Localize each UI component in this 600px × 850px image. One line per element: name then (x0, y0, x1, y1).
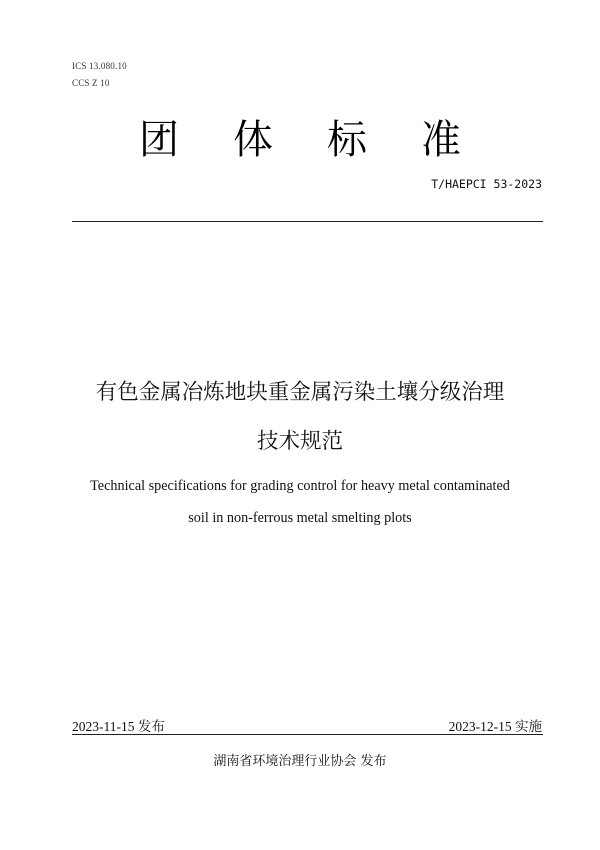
footer-divider (72, 734, 543, 735)
english-title-line-1: Technical specifications for grading control for heavy metal contaminated (90, 478, 510, 494)
standard-number: T/HAEPCI 53-2023 (431, 177, 542, 191)
standard-type-char: 体 (233, 117, 273, 163)
ccs-code: CCS Z 10 (72, 78, 110, 88)
header-divider (72, 221, 543, 222)
publisher-line: 湖南省环境治理行业协会 发布 (213, 754, 387, 769)
english-title-line-2: soil in non-ferrous metal smelting plots (188, 510, 412, 526)
chinese-title-line-2: 技术规范 (256, 429, 343, 454)
issue-date: 2023-11-15 发布 (72, 719, 165, 734)
standard-type-char: 标 (327, 117, 367, 163)
standard-type-char: 团 (139, 117, 179, 163)
chinese-title-line-1: 有色金属冶炼地块重金属污染土壤分级治理 (95, 380, 505, 405)
standard-type-heading (0, 112, 600, 168)
ics-code: ICS 13.080.10 (72, 61, 127, 71)
implementation-date: 2023-12-15 实施 (448, 719, 542, 734)
standard-type-char: 准 (421, 117, 461, 163)
